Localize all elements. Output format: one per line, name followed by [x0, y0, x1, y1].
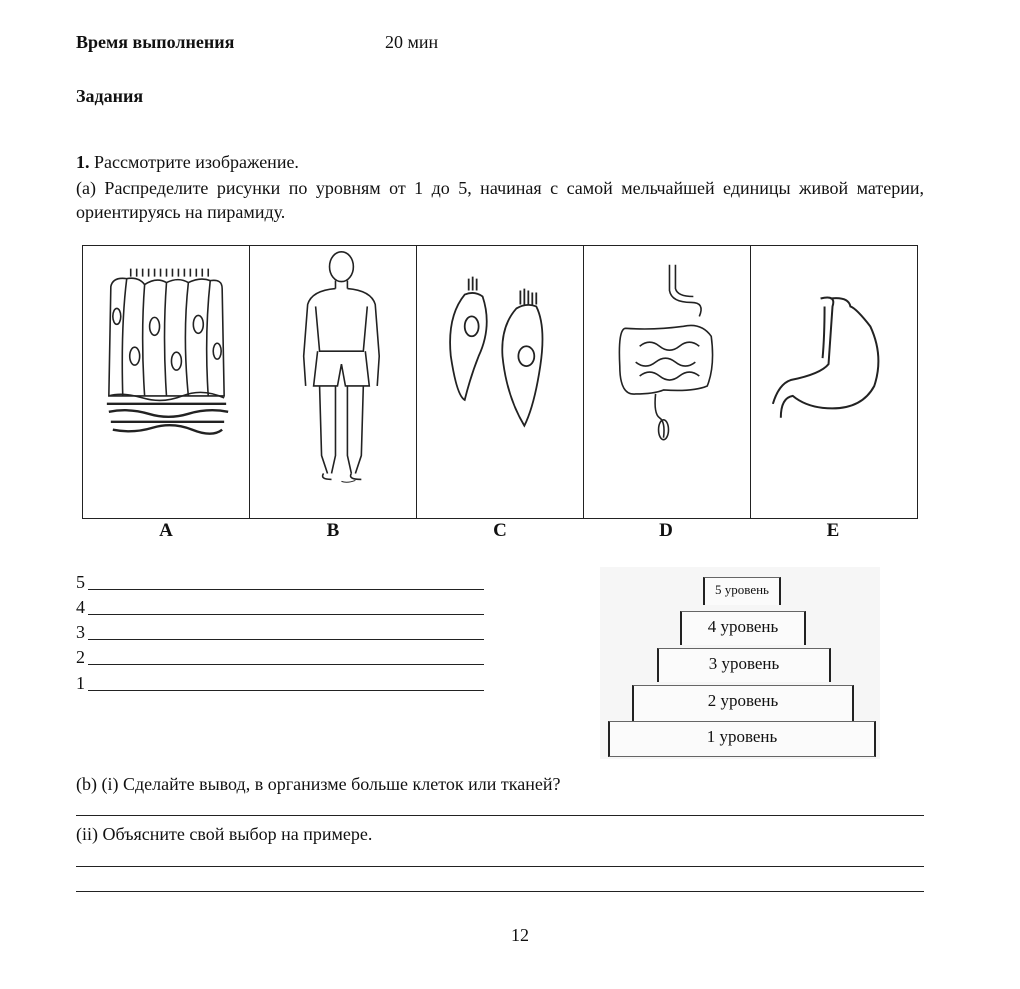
answer-number: 5 [76, 572, 85, 592]
answer-line[interactable] [88, 639, 484, 640]
epithelial-tissue-drawing-icon [83, 246, 249, 518]
time-label: Время выполнения [76, 32, 235, 52]
tasks-heading: Задания [76, 86, 144, 106]
picture-cell-c [417, 246, 584, 518]
answer-line[interactable] [76, 815, 924, 816]
task1-part-a: (а) Распределите рисунки по уровням от 1 до 5, начиная с самой мельчайшей единицы живой материи, ориентируясь на пирамиду. [76, 178, 924, 222]
picture-label-a: A [159, 520, 173, 541]
picture-label-d: D [659, 520, 673, 541]
part-b-i: (b) (i) Сделайте вывод, в организме больше клеток или тканей? [76, 774, 561, 794]
pyramid-level-4: 4 уровень [680, 611, 806, 645]
answer-line[interactable] [88, 589, 484, 590]
time-value: 20 мин [385, 32, 439, 52]
pyramid-level-3: 3 уровень [657, 648, 831, 682]
task1-line [76, 150, 299, 174]
picture-label-c: C [493, 520, 507, 541]
cells-drawing-icon [417, 246, 583, 518]
answer-row-3[interactable] [76, 620, 496, 644]
human-figure-drawing-icon [250, 246, 416, 518]
picture-label-e: E [826, 520, 840, 541]
pictures-table [82, 245, 918, 519]
pyramid-level-2: 2 уровень [632, 685, 854, 721]
answer-line[interactable] [88, 690, 484, 691]
answer-line[interactable] [88, 614, 484, 615]
answer-row-1[interactable] [76, 671, 496, 695]
answer-number: 2 [76, 647, 85, 667]
part-b-ii: (ii) Объясните свой выбор на примере. [76, 824, 373, 844]
answer-row-5[interactable] [76, 570, 496, 594]
picture-cell-a [83, 246, 250, 518]
pyramid-level-5: 5 уровень [703, 577, 781, 605]
picture-cell-b [250, 246, 417, 518]
pyramid-level-1: 1 уровень [608, 721, 876, 757]
picture-cell-e [751, 246, 917, 518]
digestive-system-drawing-icon [584, 246, 750, 518]
picture-label-b: B [326, 520, 340, 541]
stomach-drawing-icon [751, 246, 917, 518]
answer-row-2[interactable] [76, 645, 496, 669]
answer-number: 4 [76, 597, 85, 617]
answer-number: 1 [76, 673, 85, 693]
answer-number: 3 [76, 622, 85, 642]
task1-number: 1. [76, 152, 90, 172]
answer-line[interactable] [88, 664, 484, 665]
answer-line[interactable] [76, 891, 924, 892]
page-number: 12 [511, 925, 529, 945]
task1-intro: Рассмотрите изображение. [94, 152, 299, 172]
answer-row-4[interactable] [76, 595, 496, 619]
picture-cell-d [584, 246, 751, 518]
answer-line[interactable] [76, 866, 924, 867]
